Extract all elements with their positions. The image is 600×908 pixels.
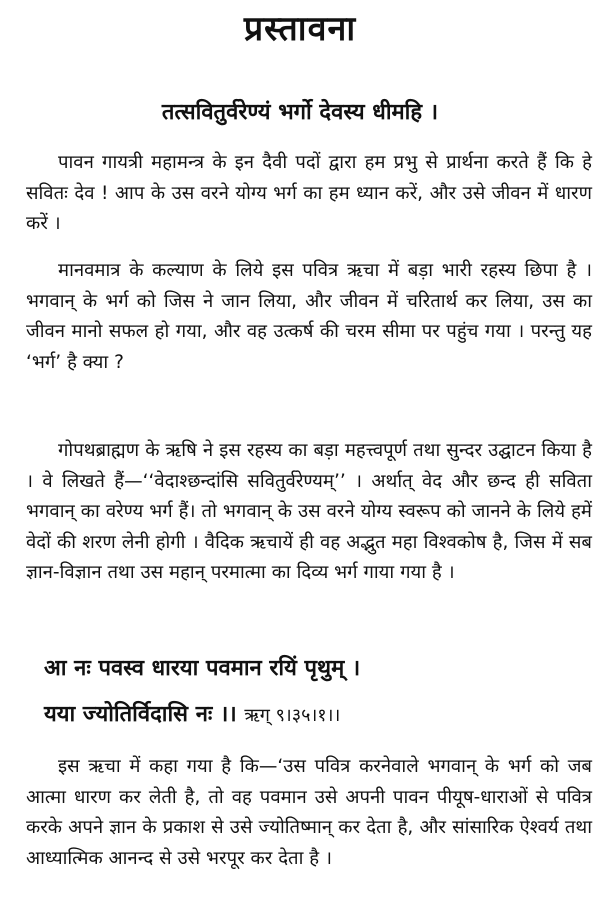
paragraph-1: पावन गायत्री महामन्त्र के इन दैवी पदों द्वारा हम प्रभु से प्रार्थना करते हैं कि हे सवितः देव ! आप के उस वरने योग्य भर्ग का हम ध्यान करें, और उसे जीवन में धारण करें ।	[26, 152, 592, 234]
mantra-line-1: आ नः पवस्व धारया पवमान रयिं पृथुम् ।	[44, 656, 361, 681]
gayatri-verse: तत्सवितुर्वरेण्यं भर्गो देवस्य धीमहि ।	[161, 100, 439, 125]
paragraph-4: इस ऋचा में कहा गया है कि—‘उस पवित्र करनेवाले भगवान् के भर्ग को जब आत्मा धारण कर लेती है, तो वह पवमान उसे अपनी पावन पीयूष-धाराओं से पवित्र करके अपने ज्ञान के प्रकाश से उसे ज्योतिष्मान् कर देता है, और सांसारिक ऐश्वर्य तथा आध्यात्मिक आनन्द से उसे भरपूर कर देता है ।	[26, 756, 592, 869]
page-title: प्रस्तावना	[243, 9, 357, 49]
mantra-line-2-text: यया ज्योतिर्विदासि नः ।।	[44, 702, 237, 727]
paragraph-3: गोपथब्राह्मण के ऋषि ने इस रहस्य का बड़ा महत्त्वपूर्ण तथा सुन्दर उद्घाटन किया है । वे लिखते हैं—‘‘वेदाश्छन्दांसि सवितुर्वरेण्यम्’’ । अर्थात् वेद और छन्द ही सविता भगवान् का वरेण्य भर्ग हैं। तो भगवान् के उस वरने योग्य स्वरूप को जानने के लिये हमें वेदों की शरण लेनी होगी । वैदिक ऋचायें ही वह अद्भुत महा विश्वकोष है, जिस में सब ज्ञान-विज्ञान तथा उस महान् परमात्मा का दिव्य भर्ग गाया गया है ।	[26, 440, 592, 583]
paragraph-2: मानवमात्र के कल्याण के लिये इस पवित्र ऋचा में बड़ा भारी रहस्य छिपा है । भगवान् के भर्ग को जिस ने जान लिया, और जीवन में चरितार्थ कर लिया, उस का जीवन मानो सफल हो गया, और वह उत्कर्ष की चरम सीमा पर पहुंच गया । परन्तु यह ‘भर्ग’ है क्या ?	[26, 260, 592, 373]
mantra-reference: ऋग् ९।३५।१।।	[244, 705, 341, 726]
mantra-line-2	[44, 700, 584, 731]
